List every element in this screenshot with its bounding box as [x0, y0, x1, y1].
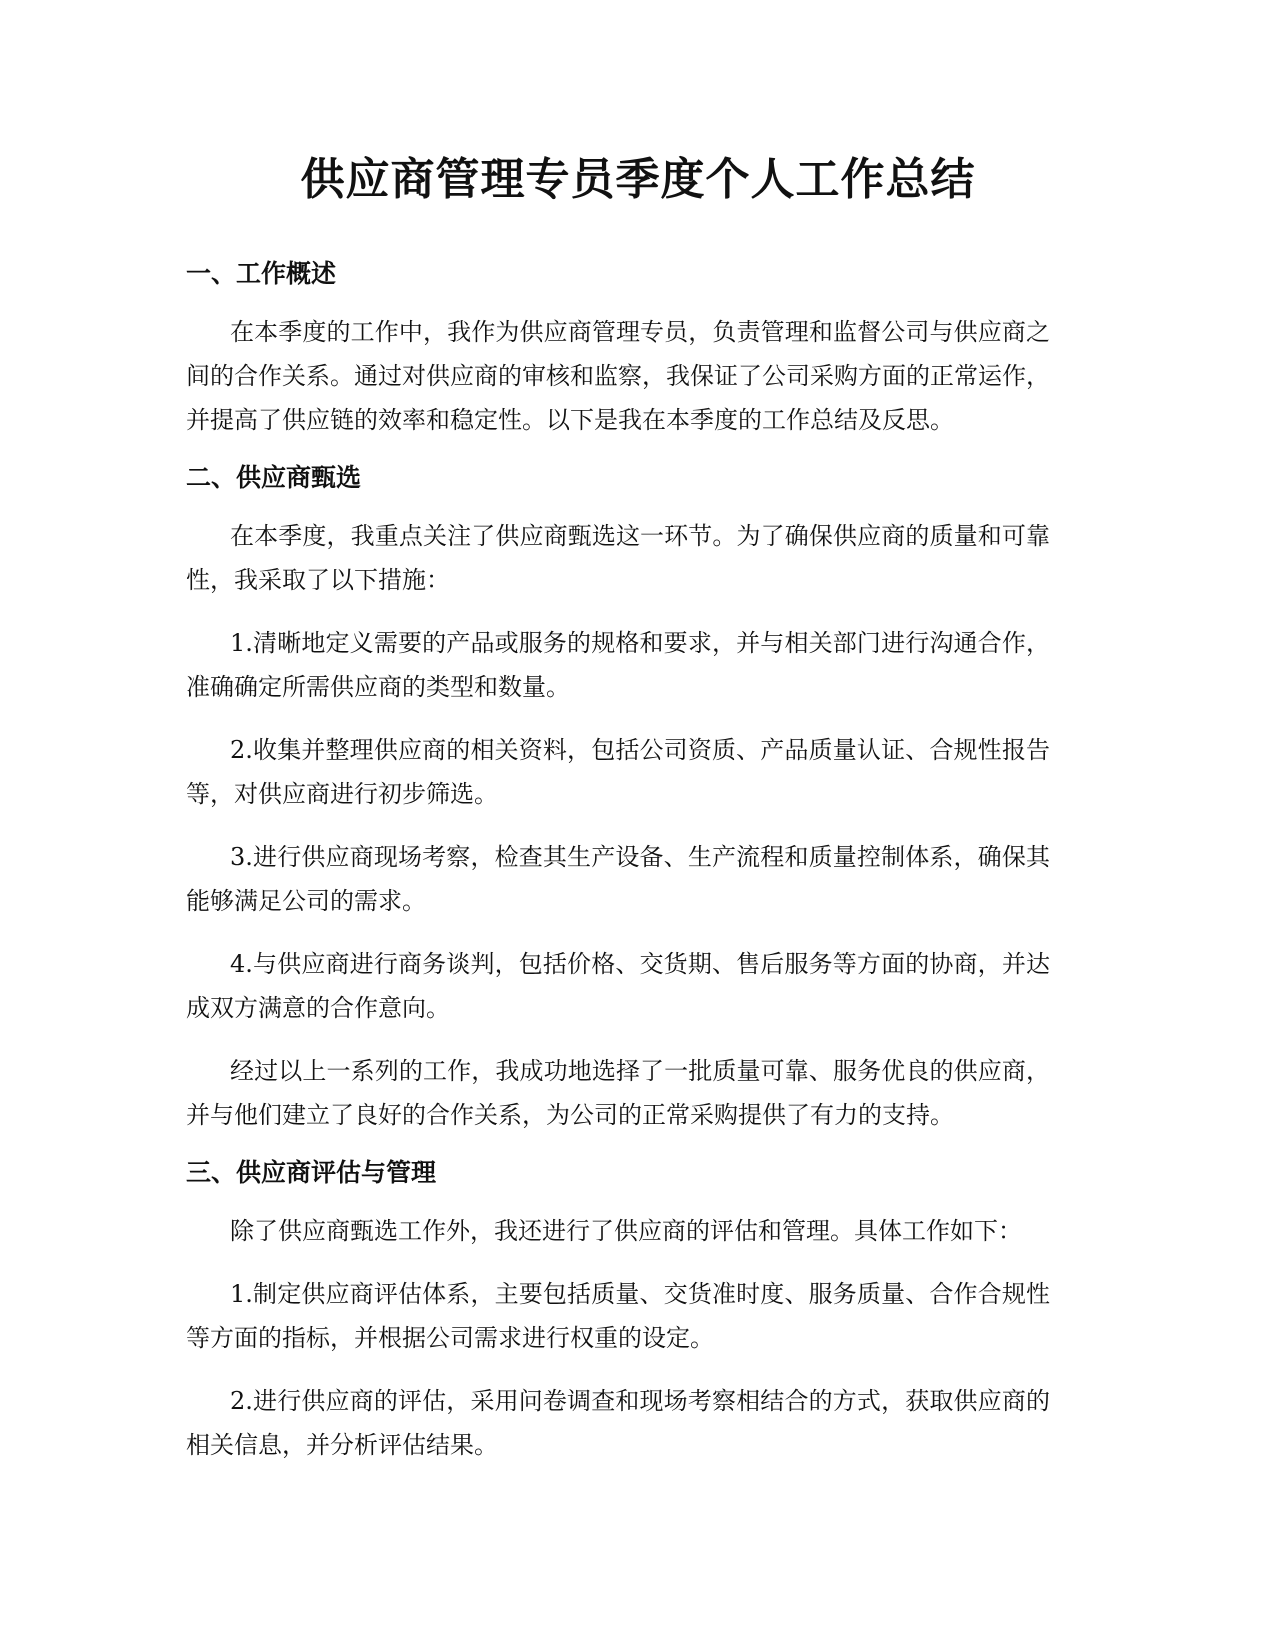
- paragraph: 除了供应商甄选工作外，我还进行了供应商的评估和管理。具体工作如下：: [230, 1217, 1022, 1245]
- section-heading: 二、供应商甄选: [186, 463, 362, 492]
- document-title: 供应商管理专员季度个人工作总结: [300, 154, 976, 205]
- paragraph: 在本季度的工作中，我作为供应商管理专员，负责管理和监督公司与供应商之间的合作关系。通过对供应商的审核和监察，我保证了公司采购方面的正常运作，并提高了供应链的效率和稳定性。以下是我在本季度的工作总结及反思。: [186, 318, 1050, 434]
- paragraph: 在本季度，我重点关注了供应商甄选这一环节。为了确保供应商的质量和可靠性，我采取了以下措施：: [186, 522, 1050, 594]
- section-overview: [186, 257, 1050, 442]
- list-item: 3.进行供应商现场考察，检查其生产设备、生产流程和质量控制体系，确保其能够满足公司的需求。: [186, 843, 1050, 915]
- section-supplier-selection: [186, 461, 1050, 1137]
- list-item: 1.清晰地定义需要的产品或服务的规格和要求，并与相关部门进行沟通合作，准确确定所需供应商的类型和数量。: [186, 629, 1050, 701]
- section-heading: 三、供应商评估与管理: [186, 1158, 437, 1187]
- list-item: 1.制定供应商评估体系，主要包括质量、交货准时度、服务质量、合作合规性等方面的指标，并根据公司需求进行权重的设定。: [186, 1280, 1050, 1352]
- list-item: 4.与供应商进行商务谈判，包括价格、交货期、售后服务等方面的协商，并达成双方满意的合作意向。: [186, 950, 1050, 1022]
- section-heading: 一、工作概述: [186, 259, 337, 288]
- list-item: 2.收集并整理供应商的相关资料，包括公司资质、产品质量认证、合规性报告等，对供应商进行初步筛选。: [186, 736, 1050, 808]
- list-item: 2.进行供应商的评估，采用问卷调查和现场考察相结合的方式，获取供应商的相关信息，并分析评估结果。: [186, 1387, 1050, 1459]
- section-supplier-evaluation: [186, 1156, 1050, 1467]
- paragraph: 经过以上一系列的工作，我成功地选择了一批质量可靠、服务优良的供应商，并与他们建立了良好的合作关系，为公司的正常采购提供了有力的支持。: [186, 1057, 1050, 1129]
